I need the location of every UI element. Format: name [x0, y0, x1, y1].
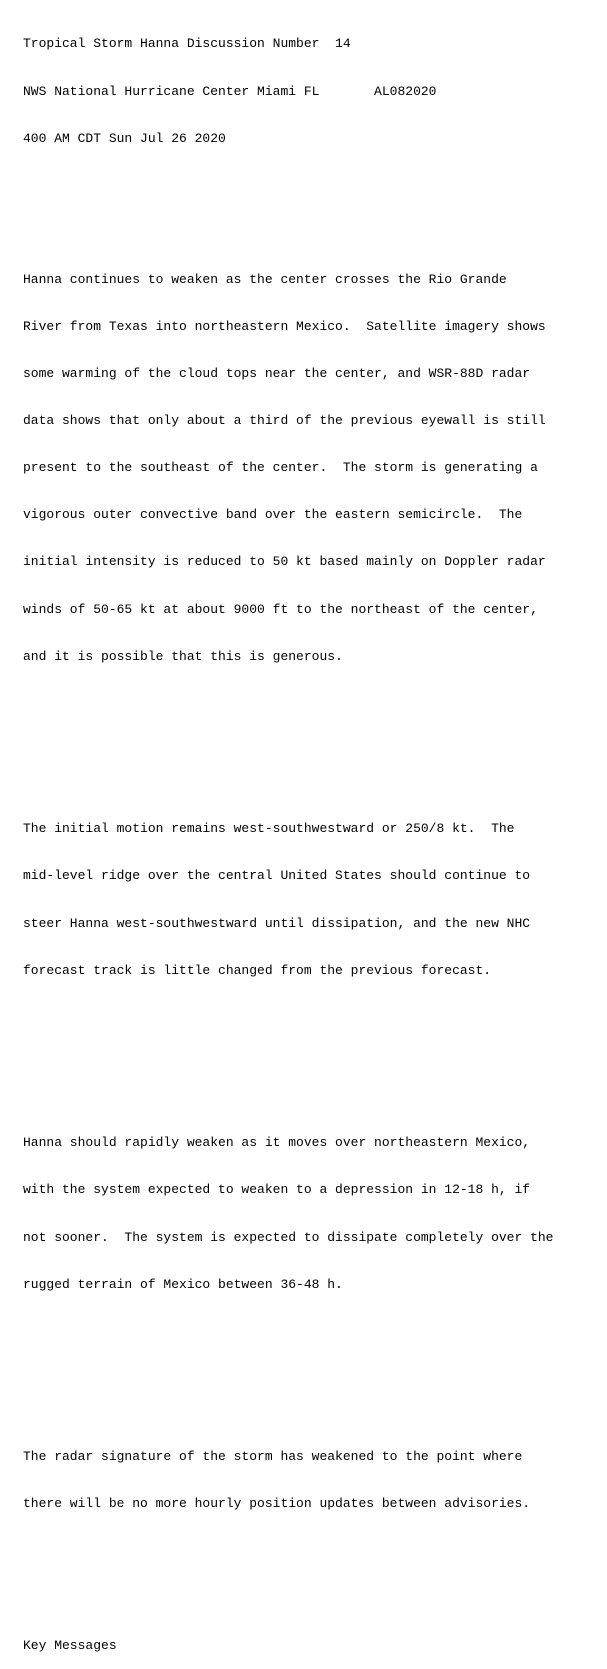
spacer: [23, 1041, 603, 1057]
paragraph-line: not sooner. The system is expected to dissipate completely over the: [23, 1229, 554, 1245]
paragraph-line: River from Texas into northeastern Mexico. Satellite imagery shows: [23, 318, 546, 334]
key-messages-heading: Key Messages: [23, 1637, 117, 1653]
discussion-document: [23, 5, 603, 1669]
paragraph-line: some warming of the cloud tops near the center, and WSR-88D radar: [23, 366, 531, 382]
paragraph-line: rugged terrain of Mexico between 36-48 h.: [23, 1276, 343, 1292]
paragraph-line: forecast track is little changed from the previous forecast.: [23, 962, 492, 978]
spacer: [23, 727, 603, 743]
spacer: [23, 178, 603, 194]
paragraph-line: and it is possible that this is generous.: [23, 648, 343, 664]
paragraph-line: with the system expected to weaken to a depression in 12-18 h, if: [23, 1182, 531, 1198]
paragraph-line: Hanna continues to weaken as the center crosses the Rio Grande: [23, 271, 507, 287]
paragraph-line: vigorous outer convective band over the eastern semicircle. The: [23, 507, 523, 523]
paragraph-line: steer Hanna west-southwestward until dissipation, and the new NHC: [23, 915, 531, 931]
paragraph-line: The radar signature of the storm has weakened to the point where: [23, 1449, 523, 1465]
paragraph-forecast: [23, 1104, 603, 1324]
paragraph-line: mid-level ridge over the central United States should continue to: [23, 868, 531, 884]
paragraph-line: The initial motion remains west-southwestward or 250/8 kt. The: [23, 821, 515, 837]
paragraph-line: initial intensity is reduced to 50 kt based mainly on Doppler radar: [23, 554, 546, 570]
issue-datetime: 400 AM CDT Sun Jul 26 2020: [23, 130, 226, 146]
discussion-title: Tropical Storm Hanna Discussion Number 14: [23, 36, 351, 52]
paragraph-intensity: [23, 240, 603, 695]
paragraph-line: data shows that only about a third of the previous eyewall is still: [23, 413, 546, 429]
issuing-office: NWS National Hurricane Center Miami FL AL082020: [23, 83, 437, 99]
paragraph-line: there will be no more hourly position updates between advisories.: [23, 1496, 531, 1512]
spacer: [23, 1355, 603, 1371]
paragraph-line: present to the southeast of the center. The storm is generating a: [23, 460, 538, 476]
paragraph-line: Hanna should rapidly weaken as it moves over northeastern Mexico,: [23, 1135, 531, 1151]
spacer: [23, 1575, 603, 1591]
paragraph-radar: [23, 1418, 603, 1544]
paragraph-line: winds of 50-65 kt at about 9000 ft to the northeast of the center,: [23, 601, 538, 617]
paragraph-motion: [23, 790, 603, 1010]
